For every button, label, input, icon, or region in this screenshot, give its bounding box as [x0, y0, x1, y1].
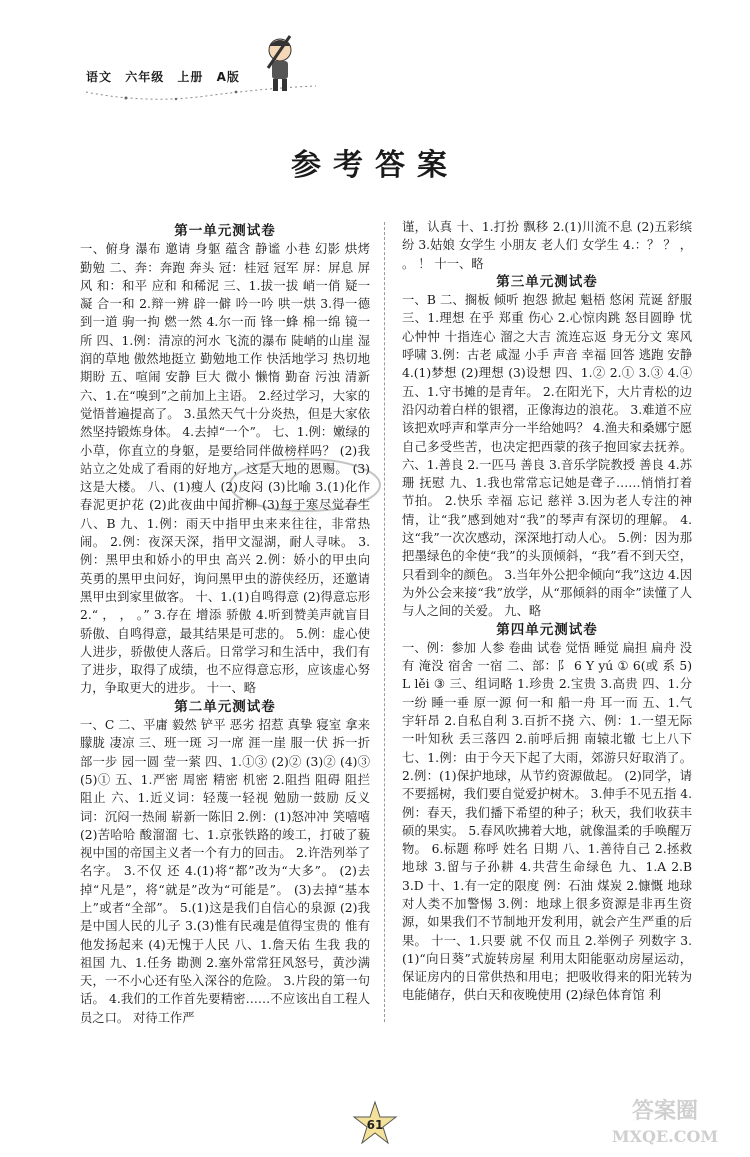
unit1-title: 第一单元测试卷 — [174, 223, 276, 239]
unit4-answers: 一、例：参加 人参 卷曲 试卷 觉悟 睡觉 扁担 扁舟 没有 淹没 宿舍 一宿 二、部：阝 6 Y yú ① 6(或 系 5) L lěi ③ 三、组词略 1.珍贵 2.宝贵 3.高贵 四、1.分一纷 睡一垂 原一源 何一和 船一舟 耳一而 五、1.气宇轩昂 2.自私自利 3.百折不挠 六、例：1.一望无际 一叶知秋 丢三落四 2.前呼后拥 南辕北辙 七上八下 七、1.例：由于今天下起了大雨，郊游只好取消了。 2.例：(1)保护地球，从节约资源做起。 (2)同学，请不要摇树，我们要自觉爱护树木。 3.伸手不见五指 4.例：春天，我们播下希望的种子；秋天，我们收获丰硕的果实。 5.春风吹拂着大地，就像温柔的手唤醒万物。 6.标题 称呼 姓名 日期 八、1.善待自己 2.拯救地球 3.留与子孙耕 4.共营生命绿色 九、1.A 2.B 3.D 十、1.有一定的限度 例：石油 煤炭 2.慷慨 地球对人类不加警惕 3.例：地球上很多资源是非再生资源，如果我们不节制地开发利用，就会产生严重的后果。 十一、1.只要 就 不仅 而且 2.举例子 列数字 3.(1)“向日葵”式旋转房屋 利用太阳能驱动房屋运动，保证房内的日常供热和用电；把吸收得来的阳光转为电能储存，供白天和夜晚使用 (2)绿色体育馆 利 — [402, 640, 692, 1003]
boy-mascot-icon — [250, 30, 305, 95]
watermark-url: MXQE.COM — [611, 1127, 719, 1146]
unit1-answers: 一、俯身 瀑布 邀请 身躯 蕴含 静谧 小巷 幻影 烘烤 勤勉 二、奔：奔跑 奔头 冠：桂冠 冠军 屏：屏息 屏风 和：和平 应和 和稀泥 三、1.拔一拔 峭一俏 疑一凝 合一和 2.辩一辨 辟一僻 吟一吟 哄一烘 3.得一德 到一道 驹一拘 燃一然 4.尔一而 锋一蜂 棉一绵 镜一所 四、1.例：清凉的河水 飞流的瀑布 陡峭的山崖 湿润的草地 傲然地挺立 勤勉地工作 快活地学习 热切地期盼 五、喧闹 安静 巨大 微小 懒惰 勤奋 污浊 清新 六、1.在“嗅到”之前加上主语。 2.经过学习，大家的觉悟普遍提高了。 3.虽然天气十分炎热，但是大家依然坚持锻炼身体。 4.去掉“一个”。 七、1.例：嫩绿的小草，你直立的身躯，是要给同伴做榜样吗？ (2)我站立之处成了看雨的好地方，这是大地的恩赐。 (3)这是大楼。 八、(1)瘦人 (2)皮闷 (3)比喻 3.(1)化作春泥更护花 (2)此夜曲中闻折柳 (3)每于寒尽觉春生 八、B 九、1.例：雨天中指甲虫来来往往，非常热闹。 2.例：夜深天深，指甲文湿湖，耐人寻味。 3.例：黑甲虫和娇小的甲虫 高兴 2.例：娇小的甲虫向英勇的黑甲虫问好，询问黑甲虫的游侠经历，还邀请黑甲虫到家里做客。 十、1.(1)自鸣得意 (2)得意忘形 2.“ ， ， 。” 3.存在 增添 骄傲 4.听到赞美声就盲目骄傲、自鸣得意，最其结果是可悲的。 5.例：虚心使人进步，骄傲使人落后。日常学习和生活中，我们有了进步，取得了成绩，也不应得意忘形，应该虚心努力，争取更大的进步。 十一、略 — [80, 242, 370, 696]
column-divider — [384, 222, 385, 1022]
stamp-watermark — [225, 455, 385, 515]
subject-label: 语文 — [86, 70, 113, 84]
page-number-star-icon — [352, 1100, 398, 1146]
page-number: 61 — [366, 1118, 384, 1132]
right-column — [402, 218, 692, 1005]
grade-label: 六年级 — [125, 70, 165, 84]
watermark-brand: 答案圈 — [631, 1098, 699, 1124]
unit2-answers: 一、C 二、平庸 毅然 铲平 恶劣 招惹 真挚 寝室 拿来 朦胧 凄凉 三、班一斑 习一席 涯一崖 服一伏 拆一折 部一步 园一圆 莹一萦 四、1.①③ (2)② (3)② (4)③ (5)① 五、1.严密 周密 精密 机密 2.阻挡 阻碍 阻拦 阻止 六、1.近义词：轻蔑一轻视 勉励一鼓励 反义词：沉闷一热闹 崭新一陈旧 2.例：(1)怒冲冲 笑嘻嘻 (2)苦哈哈 酸溜溜 七、1.京张铁路的竣工，打破了藐视中国的帝国主义者一个有力的回击。 2.许浩列举了名字。 3.不仅 还 4.(1)将“都”改为“大多”。 (2)去掉“凡是”，将“就是”改为“可能是”。 (3)去掉“基本上”或者“全部”。 5.(1)这是我们自信心的泉源 (2)我是中国人民的儿子 3.(3)惟有民魂是值得宝贵的 惟有他发扬起来 (4)无愧于人民 八、1.詹天佑 生我 我的祖国 九、1.任务 勘测 2.塞外常常狂风怒号，黄沙满天，一不小心还有坠入深谷的危险。 3.片段的第一句话。 4.我们的工作首先要精密……不应该出自工程人员之口。 对待工作严 — [80, 718, 370, 1025]
unit3-title: 第三单元测试卷 — [496, 273, 598, 290]
edition-label: A版 — [216, 70, 240, 84]
unit2-answers-continued: 谨，认真 十、1.打扮 飘移 2.(1)川流不息 (2)五彩缤纷 3.姑娘 女学生 小朋友 老人们 女学生 4.：？ ？ ， 。 ！ 十一、略 — [402, 220, 692, 271]
page-title: 参考答案 — [291, 148, 459, 183]
unit4-title: 第四单元测试卷 — [496, 621, 598, 638]
unit2-title: 第二单元测试卷 — [174, 698, 276, 715]
unit3-answers: 一、B 二、搁板 倾听 抱怨 掀起 魁梧 悠闲 荒诞 舒服 三、1.理想 在乎 郑重 伤心 2.心惊肉跳 怒目圆睁 忧心忡忡 十指连心 溜之大吉 流连忘返 身无分文 寒风呼啸 3.例：古老 咸湿 小手 声音 幸福 回答 逃跑 安静 4.(1)梦想 (2)理想 (3)设想 四、1.② 2.① 3.③ 4.④ 五、1.守书摊的是青年。 2.在阳光下，大片青松的边沿闪动着白样的银褶，正像海边的浪花。 3.难道不应该把欢呼声和掌声分一半给她吗？ 4.渔夫和桑娜宁愿自己多受些苦，也决定把西蒙的孩子抱回家去抚养。 六、1.善良 2.一匹马 善良 3.音乐学院教授 善良 4.苏珊 抚慰 九、1.我也常常忘记她是聋子……悄悄打着节拍。 2.快乐 幸福 忘记 慈祥 3.因为老人专注的神情，让“我”感到她对“我”的琴声有深切的理解。 4.这“我”一次次感动，深深地打动人心。 5.例：因为那把墨绿色的伞使“我”的头顶倾斜，“我”看不到天空，只看到伞的颜色。 3.当年外公把伞倾向“我”这边 4.因为外公会来接“我”放学，从“那倾斜的雨伞”读懂了人与人之间的关爱。 九、略 — [402, 293, 692, 619]
left-column — [80, 218, 370, 1027]
volume-label: 上册 — [177, 70, 204, 84]
site-watermark-logo — [590, 1090, 740, 1150]
